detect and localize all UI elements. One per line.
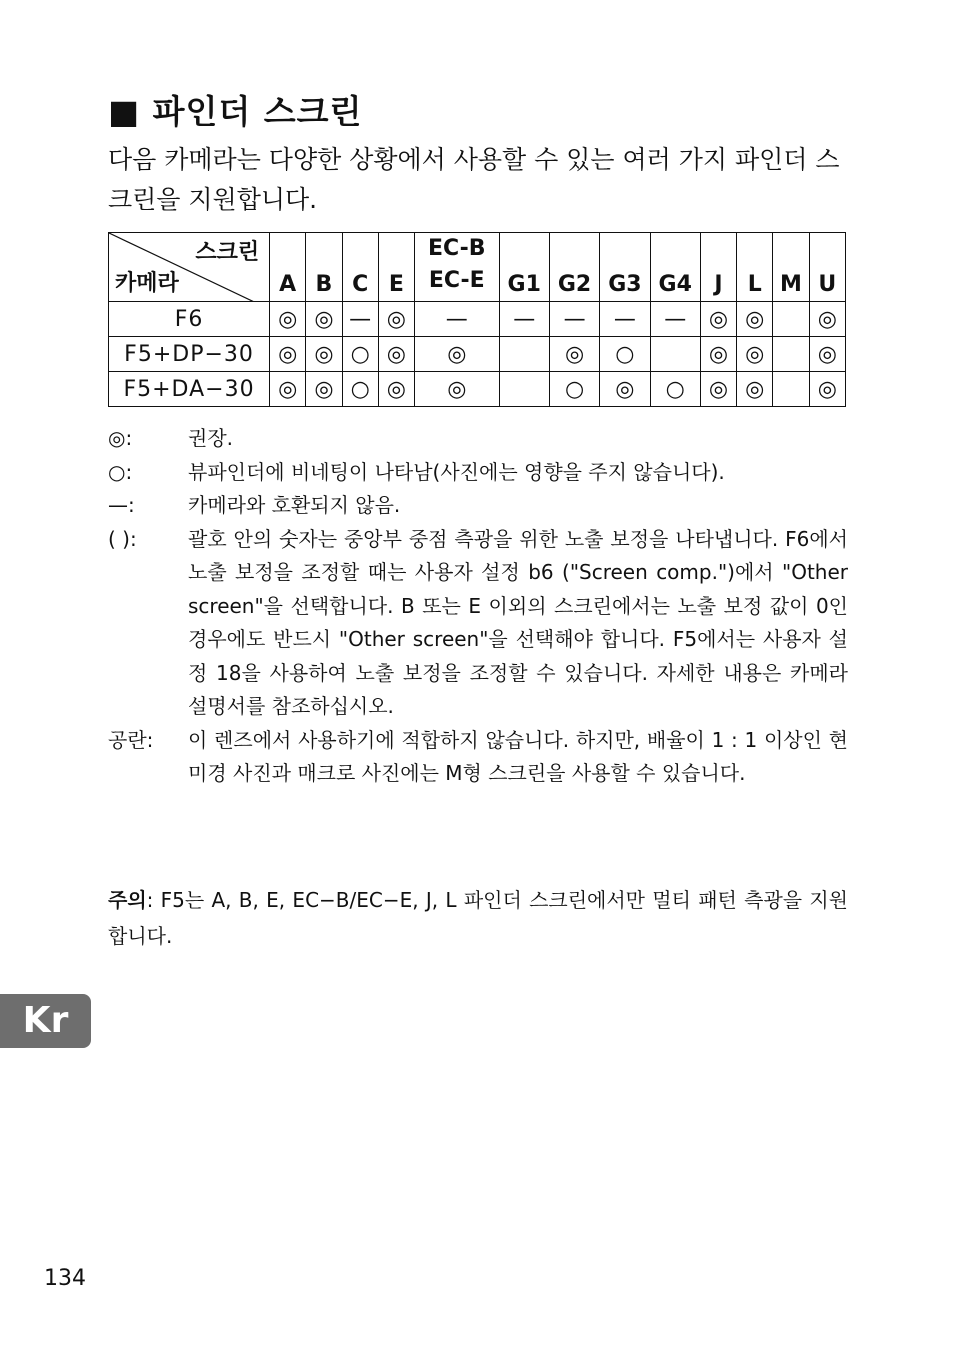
page-number: 134 (44, 1266, 86, 1291)
table-cell: ◎ (737, 302, 773, 337)
table-cell: ◎ (306, 372, 342, 407)
table-cell: ◎ (378, 337, 414, 372)
table-cell: ◎ (270, 302, 306, 337)
table-cell (499, 372, 549, 407)
intro-paragraph: 다음 카메라는 다양한 상황에서 사용할 수 있는 여러 가지 파인더 스크린을 지원합니다. (108, 145, 840, 214)
language-tab: Kr (0, 994, 91, 1048)
table-cell (499, 337, 549, 372)
table-cell: ◎ (737, 372, 773, 407)
legend-key: ◎: (108, 426, 133, 450)
column-header: G1 (499, 233, 549, 302)
column-header: U (809, 233, 845, 302)
table-cell: ◎ (700, 372, 736, 407)
column-header: G3 (600, 233, 650, 302)
legend-item (108, 456, 848, 490)
table-cell: ◎ (415, 372, 500, 407)
table-cell (773, 372, 809, 407)
column-header: M (773, 233, 809, 302)
legend-text: 뷰파인더에 비네팅이 나타남(사진에는 영향을 주지 않습니다). (188, 459, 725, 484)
symbol-legend (108, 422, 848, 791)
note-text: : F5는 A, B, E, EC−B/EC−E, J, L 파인더 스크린에서만 멀티 패턴 측광을 지원합니다. (108, 888, 848, 948)
table-corner-cell (109, 233, 270, 302)
table-cell: ○ (600, 337, 650, 372)
column-header: L (737, 233, 773, 302)
column-header: J (700, 233, 736, 302)
legend-text: 권장. (188, 426, 233, 450)
table-cell: ◎ (700, 337, 736, 372)
table-cell: — (650, 302, 700, 337)
table-cell: ◎ (700, 302, 736, 337)
table-cell (773, 337, 809, 372)
table-cell: ◎ (737, 337, 773, 372)
table-cell: — (499, 302, 549, 337)
legend-text: 괄호 안의 숫자는 중앙부 중점 측광을 위한 노출 보정을 나타냅니다. F6에서 노출 보정을 조정할 때는 사용자 설정 b6 ("Screen comp.")에서 "Other screen"을 선택합니다. B 또는 E 이외의 스크린에서는 노출 보정 값이 0인 경우에도 반드시 "Other screen"을 선택해야 합니다. F5에서는 사용자 설정 18을 사용하여 노출 보정을 조정할 수 있습니다. 자세한 내용은 카메라 설명서를 참조하십시오. (188, 526, 848, 718)
legend-key: 공란: (108, 727, 154, 752)
camera-name: F5+DP−30 (109, 337, 270, 372)
legend-key: —: (108, 493, 135, 517)
column-header: EC-E (428, 268, 485, 293)
table-cell: ○ (342, 372, 378, 407)
screen-compatibility-table (108, 232, 846, 407)
table-cell: ◎ (809, 337, 845, 372)
table-cell: ○ (650, 372, 700, 407)
legend-item (108, 422, 848, 456)
column-header: B (306, 233, 342, 302)
table-cell: — (600, 302, 650, 337)
table-cell: — (549, 302, 599, 337)
note-label: 주의 (108, 888, 147, 912)
corner-label-screen: 스크린 (195, 240, 260, 265)
table-row (109, 372, 846, 407)
column-header-ec (415, 233, 500, 302)
table-row (109, 337, 846, 372)
column-header: E (378, 233, 414, 302)
legend-item (108, 724, 848, 791)
table-cell: — (342, 302, 378, 337)
legend-text: 카메라와 호환되지 않음. (188, 493, 401, 517)
legend-text: 이 렌즈에서 사용하기에 적합하지 않습니다. 하지만, 배율이 1 : 1 이상인 현미경 사진과 매크로 사진에는 M형 스크린을 사용할 수 있습니다. (188, 727, 848, 785)
column-header: A (270, 233, 306, 302)
table-row (109, 302, 846, 337)
legend-item (108, 523, 848, 724)
table-cell (650, 337, 700, 372)
table-cell: ◎ (378, 302, 414, 337)
table-cell: ◎ (306, 337, 342, 372)
camera-name: F6 (109, 302, 270, 337)
legend-item (108, 489, 848, 523)
legend-key: ( ): (108, 526, 137, 551)
note-paragraph (108, 882, 848, 954)
table-cell: ◎ (270, 372, 306, 407)
table-cell (773, 302, 809, 337)
table-cell: ◎ (306, 302, 342, 337)
table-cell: ◎ (600, 372, 650, 407)
table-cell: ◎ (415, 337, 500, 372)
table-cell: ◎ (809, 302, 845, 337)
table-cell: ◎ (378, 372, 414, 407)
table-cell: ◎ (270, 337, 306, 372)
table-cell: ○ (549, 372, 599, 407)
legend-key: ○: (108, 459, 133, 484)
column-header: G2 (549, 233, 599, 302)
table-cell: ○ (342, 337, 378, 372)
column-header: C (342, 233, 378, 302)
section-title: ■ 파인더 스크린 (108, 92, 363, 131)
table-cell: — (415, 302, 500, 337)
table-header-row (109, 233, 846, 302)
column-header: EC-B (428, 236, 486, 261)
column-header: G4 (650, 233, 700, 302)
corner-label-camera: 카메라 (115, 271, 179, 296)
table-cell: ◎ (809, 372, 845, 407)
table-cell: ◎ (549, 337, 599, 372)
camera-name: F5+DA−30 (109, 372, 270, 407)
